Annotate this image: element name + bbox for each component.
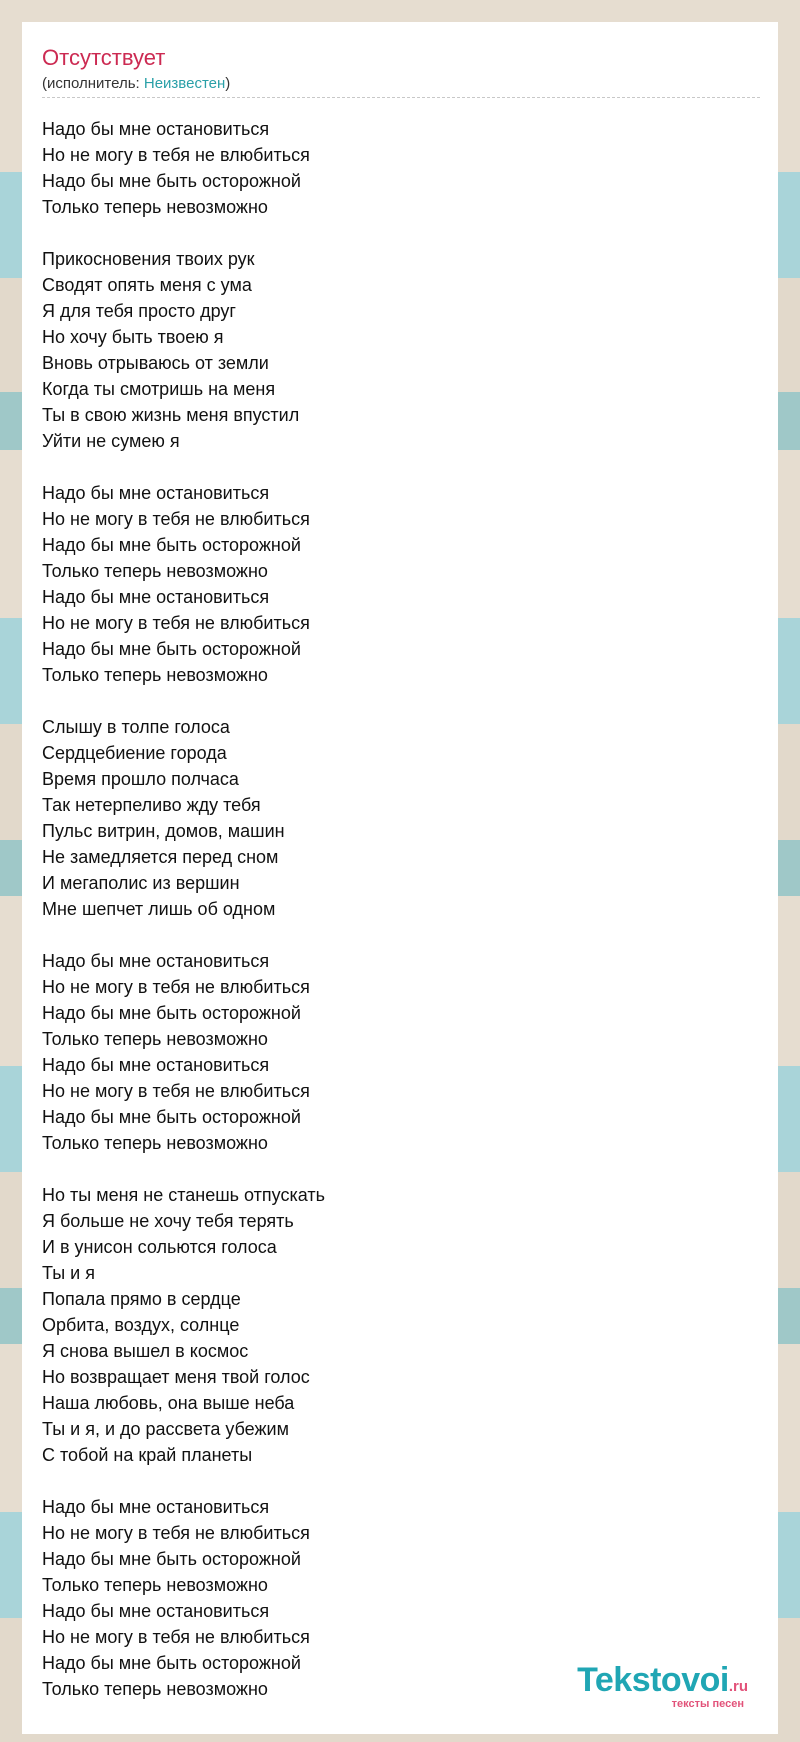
lyric-line: Но не могу в тебя не влюбиться bbox=[42, 1627, 310, 1647]
lyric-line: Не замедляется перед сном bbox=[42, 847, 279, 867]
lyric-line: Орбита, воздух, солнце bbox=[42, 1315, 240, 1335]
lyric-line: Надо бы мне быть осторожной bbox=[42, 1107, 301, 1127]
lyric-line: Я снова вышел в космос bbox=[42, 1341, 249, 1361]
logo-tld: .ru bbox=[728, 1678, 748, 1695]
lyric-line: Так нетерпеливо жду тебя bbox=[42, 795, 261, 815]
lyric-line: Когда ты смотришь на меня bbox=[42, 379, 276, 399]
lyric-line: Время прошло полчаса bbox=[42, 769, 239, 789]
lyric-line: Но не могу в тебя не влюбиться bbox=[42, 145, 310, 165]
lyric-line: Но ты меня не станешь отпускать bbox=[42, 1185, 325, 1205]
lyric-line: Надо бы мне быть осторожной bbox=[42, 1549, 301, 1569]
artist-prefix: (исполнитель: bbox=[42, 75, 144, 92]
lyric-line: Вновь отрываюсь от земли bbox=[42, 353, 269, 373]
lyric-line: Сердцебиение города bbox=[42, 743, 227, 763]
lyric-line: Только теперь невозможно bbox=[42, 1679, 268, 1699]
lyric-line: Надо бы мне остановиться bbox=[42, 587, 270, 607]
lyric-line: Сводят опять меня с ума bbox=[42, 275, 252, 295]
logo-tagline: тексты песен bbox=[671, 1698, 744, 1710]
lyrics-card bbox=[22, 22, 778, 1734]
lyric-line: Надо бы мне быть осторожной bbox=[42, 1653, 301, 1673]
lyrics-text bbox=[42, 116, 742, 1702]
lyric-line: Надо бы мне быть осторожной bbox=[42, 1003, 301, 1023]
lyric-line: Мне шепчет лишь об одном bbox=[42, 899, 276, 919]
lyric-line: Ты в свою жизнь меня впустил bbox=[42, 405, 300, 425]
artist-line bbox=[42, 74, 230, 94]
stanza-gap bbox=[42, 1156, 742, 1182]
stanza-gap bbox=[42, 922, 742, 948]
lyric-line: Ты и я, и до рассвета убежим bbox=[42, 1419, 289, 1439]
lyric-line: Надо бы мне остановиться bbox=[42, 483, 270, 503]
lyric-line: Надо бы мне быть осторожной bbox=[42, 171, 301, 191]
lyric-line: Наша любовь, она выше неба bbox=[42, 1393, 295, 1413]
lyric-line: И мегаполис из вершин bbox=[42, 873, 240, 893]
artist-suffix: ) bbox=[225, 75, 231, 92]
lyric-line: Я больше не хочу тебя терять bbox=[42, 1211, 294, 1231]
stanza-gap bbox=[42, 220, 742, 246]
lyric-line: Только теперь невозможно bbox=[42, 561, 268, 581]
lyric-line: Только теперь невозможно bbox=[42, 1029, 268, 1049]
lyric-line: Но не могу в тебя не влюбиться bbox=[42, 509, 310, 529]
lyric-line: С тобой на край планеты bbox=[42, 1445, 253, 1465]
lyric-line: Прикосновения твоих рук bbox=[42, 249, 255, 269]
lyric-line: Я для тебя просто друг bbox=[42, 301, 236, 321]
lyric-line: Но не могу в тебя не влюбиться bbox=[42, 1523, 310, 1543]
lyric-line: Попала прямо в сердце bbox=[42, 1289, 241, 1309]
lyric-line: Но возвращает меня твой голос bbox=[42, 1367, 310, 1387]
lyric-line: Только теперь невозможно bbox=[42, 665, 268, 685]
lyric-line: Пульс витрин, домов, машин bbox=[42, 821, 285, 841]
lyric-line: Слышу в толпе голоса bbox=[42, 717, 230, 737]
lyric-line: Но не могу в тебя не влюбиться bbox=[42, 613, 310, 633]
header-divider bbox=[42, 97, 760, 98]
lyric-line: Надо бы мне остановиться bbox=[42, 1055, 270, 1075]
stanza-gap bbox=[42, 454, 742, 480]
logo-brand: Tekstovoi bbox=[577, 1661, 729, 1699]
lyric-line: Но не могу в тебя не влюбиться bbox=[42, 1081, 310, 1101]
lyric-line: Но хочу быть твоею я bbox=[42, 327, 224, 347]
lyric-line: Ты и я bbox=[42, 1263, 95, 1283]
lyric-line: Надо бы мне остановиться bbox=[42, 1601, 270, 1621]
song-title: Отсутствует bbox=[42, 45, 166, 70]
lyric-line: И в унисон сольются голоса bbox=[42, 1237, 277, 1257]
lyric-line: Только теперь невозможно bbox=[42, 197, 268, 217]
lyric-line: Уйти не сумею я bbox=[42, 431, 180, 451]
lyric-line: Только теперь невозможно bbox=[42, 1133, 268, 1153]
lyric-line: Надо бы мне остановиться bbox=[42, 1497, 270, 1517]
stanza-gap bbox=[42, 1468, 742, 1494]
stanza-gap bbox=[42, 688, 742, 714]
site-logo[interactable] bbox=[577, 1662, 748, 1710]
lyric-line: Надо бы мне остановиться bbox=[42, 119, 270, 139]
lyric-line: Надо бы мне быть осторожной bbox=[42, 535, 301, 555]
lyric-line: Надо бы мне остановиться bbox=[42, 951, 270, 971]
lyric-line: Только теперь невозможно bbox=[42, 1575, 268, 1595]
lyric-line: Надо бы мне быть осторожной bbox=[42, 639, 301, 659]
artist-link[interactable]: Неизвестен bbox=[143, 75, 226, 92]
lyric-line: Но не могу в тебя не влюбиться bbox=[42, 977, 310, 997]
